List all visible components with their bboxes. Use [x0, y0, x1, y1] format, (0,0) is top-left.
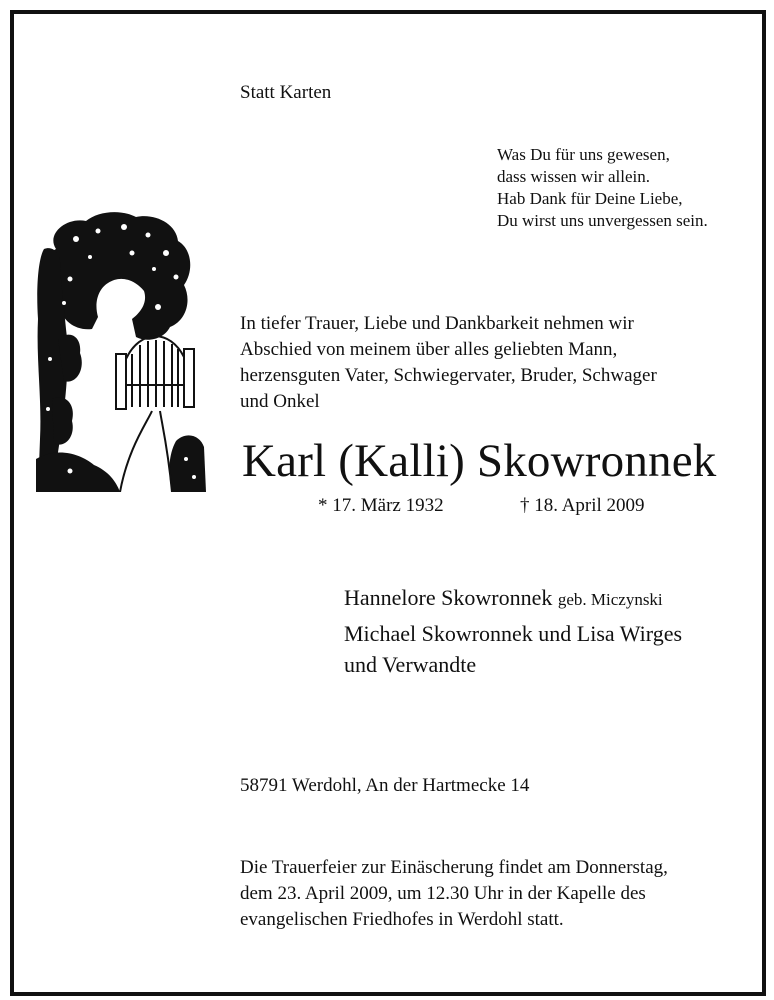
- poem-line: dass wissen wir allein.: [497, 167, 650, 186]
- service-info: [240, 855, 668, 933]
- family-line-3: und Verwandte: [344, 652, 477, 677]
- death-date: † 18. April 2009: [520, 495, 645, 516]
- birth-date: * 17. März 1932: [318, 495, 444, 516]
- poem-line: Du wirst uns unvergessen sein.: [497, 211, 708, 230]
- poem-line: Hab Dank für Deine Liebe,: [497, 189, 683, 208]
- family-line-2: Michael Skowronnek und Lisa Wirges: [344, 621, 683, 646]
- poem: [497, 144, 708, 232]
- family-line-1: [344, 585, 663, 611]
- service-line: dem 23. April 2009, um 12.30 Uhr in der Kapelle des: [240, 883, 646, 904]
- garden-gate-tree-illustration: [36, 209, 206, 492]
- obituary-frame: [10, 10, 766, 996]
- poem-line: Was Du für uns gewesen,: [497, 145, 670, 164]
- intro-line: Abschied von meinem über alles geliebten Mann,: [240, 339, 618, 360]
- maiden-name-note: geb. Miczynski: [557, 590, 663, 609]
- heading-statt-karten: Statt Karten: [240, 82, 332, 103]
- intro-line: und Onkel: [240, 391, 320, 412]
- intro-text: [240, 311, 657, 415]
- service-line: Die Trauerfeier zur Einäscherung findet am Donnerstag,: [240, 857, 668, 878]
- intro-line: In tiefer Trauer, Liebe und Dankbarkeit nehmen wir: [240, 313, 634, 334]
- deceased-name: Karl (Kalli) Skowronnek: [242, 435, 717, 487]
- address: 58791 Werdohl, An der Hartmecke 14: [240, 775, 530, 796]
- service-line: evangelischen Friedhofes in Werdohl statt.: [240, 909, 564, 930]
- family-lines: [344, 618, 682, 680]
- intro-line: herzensguten Vater, Schwiegervater, Bruder, Schwager: [240, 365, 657, 386]
- family-name-hannelore: Hannelore Skowronnek: [344, 585, 553, 610]
